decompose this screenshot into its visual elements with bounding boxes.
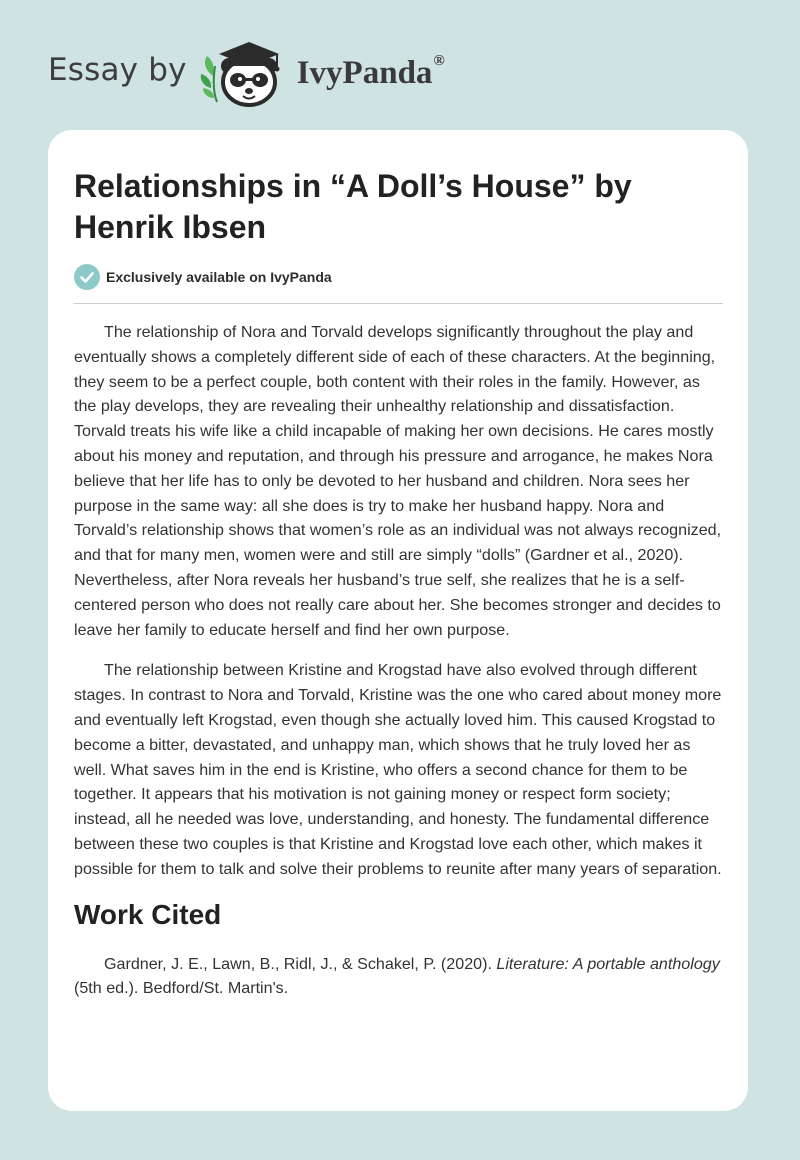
- citation-entry: [74, 952, 722, 1002]
- essay-by-label: Essay by: [48, 52, 187, 88]
- exclusive-text: Exclusively available on IvyPanda: [106, 269, 332, 285]
- citation-rest: (5th ed.). Bedford/St. Martin's.: [74, 979, 289, 998]
- works-cited-heading: Work Cited: [74, 898, 222, 930]
- essay-body: [74, 320, 722, 1001]
- essay-title: Relationships in “A Doll’s House” by Henrik Ibsen: [74, 168, 632, 245]
- citation-authors: Gardner, J. E., Lawn, B., Ridl, J., & Schakel, P. (2020).: [104, 954, 497, 973]
- exclusive-badge: [74, 264, 332, 290]
- paragraph-1: The relationship of Nora and Torvald develops significantly throughout the play and eventually shows a completely different side of each of these characters. At the beginning, they seem to be a perfect couple, both content with their roles in the family. However, as the play develops, they are revealing their unhealthy relationship and dissatisfaction. Torvald treats his wife like a child incapable of making her own decisions. He cares mostly about his money and reputation, and through his pressure and arrogance, he makes Nora believe that her life has to only be devoted to her husband and children. Nora sees her purpose in the same way: all she does is try to make her husband happy. Nora and Torvald’s relationship shows that women’s role as an individual was not always recognized, and that for many men, women were and still are simply “dolls” (Gardner et al., 2020). Nevertheless, after Nora reveals her husband’s true self, she realizes that he is a self-centered person who does not really care about her. She becomes stronger and decides to leave her family to educate herself and find her own purpose.: [74, 323, 722, 639]
- panda-logo-icon[interactable]: [199, 36, 293, 108]
- divider: [74, 303, 723, 304]
- registered-mark: ®: [433, 52, 445, 69]
- essay-card: [48, 130, 748, 1111]
- site-header: [48, 36, 445, 108]
- citation-book-title: Literature: A portable anthology: [496, 954, 720, 973]
- brand-name[interactable]: [296, 52, 445, 92]
- check-circle-icon: [74, 264, 100, 290]
- brand-text: IvyPanda: [296, 54, 433, 91]
- paragraph-2: The relationship between Kristine and Krogstad have also evolved through different stages. In contrast to Nora and Torvald, Kristine was the one who cared about money more and eventually left Krogstad, even though she actually loved him. This caused Krogstad to become a bitter, devastated, and unhappy man, which shows that he truly loved her as well. What saves him in the end is Kristine, who offers a second chance for them to be together. It appears that his motivation is not gaining money or respect form society; instead, all he needed was love, understanding, and honesty. The fundamental difference between these two couples is that Kristine and Krogstad love each other, which makes it possible for them to talk and solve their problems to reunite after many years of separation.: [74, 661, 722, 878]
